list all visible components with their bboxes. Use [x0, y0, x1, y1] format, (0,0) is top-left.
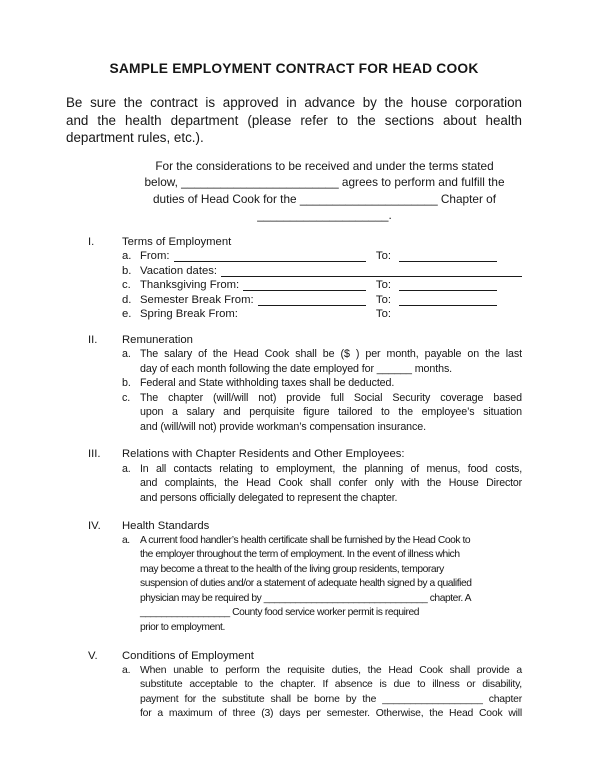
contract-item [122, 347, 522, 376]
contract-item [122, 534, 522, 636]
contract-line: suspension of duties and/or a statement of adequate health signed by a qualified [140, 578, 472, 589]
item-letter: d. [122, 293, 132, 306]
field-label: From: [140, 250, 170, 262]
form-row-spring-break [122, 307, 522, 322]
intro-line: Be sure the contract is approved in advance by the house corporation [66, 95, 522, 110]
contract-line: and complaints, the Head Cook shall confer only with the House Director [140, 477, 522, 489]
contract-line: substitute acceptable to the chapter. If absence is due to illness or disability, [140, 679, 522, 690]
to-label: To: [375, 308, 391, 320]
to-label: To: [375, 279, 391, 291]
form-row-semester-break [122, 293, 522, 308]
blank-line [174, 249, 366, 262]
intro-line: and the health department (please refer to the sections about health [66, 112, 522, 128]
contract-line: prior to employment. [140, 621, 225, 633]
section-numeral: V. [88, 650, 98, 662]
considerations-line: duties of Head Cook for the _____________________ Chapter of [152, 191, 497, 206]
spacer [242, 307, 366, 322]
blank-line [258, 293, 366, 306]
contract-line: day of each month following the date employed for ______ months. [140, 362, 453, 375]
blank-line [243, 278, 366, 291]
contract-line: When unable to perform the requisite duties, the Head Cook shall provide a [140, 664, 522, 676]
item-letter: a. [122, 462, 131, 475]
section-title: Terms of Employment [122, 235, 232, 248]
intro-paragraph [66, 94, 522, 147]
section-title: Health Standards [122, 520, 210, 532]
blank-line [399, 293, 497, 306]
section-numeral: II. [88, 333, 98, 346]
item-letter: a. [122, 348, 131, 360]
item-letter: c. [122, 391, 131, 404]
field-label: Semester Break From: [140, 293, 254, 306]
field-label: Spring Break From: [140, 308, 238, 320]
document-title: SAMPLE EMPLOYMENT CONTRACT FOR HEAD COOK [109, 61, 479, 76]
contract-item [122, 376, 522, 391]
section-numeral: I. [88, 235, 95, 248]
spacer [399, 307, 497, 322]
contract-item [122, 462, 522, 506]
intro-line: department rules, etc.). [66, 130, 204, 145]
to-label: To: [375, 250, 391, 262]
section-title: Relations with Chapter Residents and Other Employees: [122, 448, 405, 460]
item-letter: e. [122, 308, 132, 320]
blank-line [221, 264, 522, 277]
contract-line: the employer throughout the term of employment. In the event of illness which [140, 549, 460, 560]
contract-line: _________________ County food service worker permit is required [140, 607, 420, 618]
form-row-from [122, 249, 522, 264]
considerations-paragraph [127, 158, 522, 224]
considerations-line: below, ________________________ agrees to perform and fulfill the [144, 175, 505, 189]
to-label: To: [375, 293, 391, 306]
considerations-line: For the considerations to be received and under the terms stated [155, 158, 494, 173]
contract-line: for a maximum of three (3) days per semester. Otherwise, the Head Cook will [140, 708, 522, 719]
considerations-line: ____________________. [257, 208, 392, 222]
contract-item [122, 664, 522, 722]
contract-line: The salary of the Head Cook shall be ($ ) per month, payable on the last [140, 348, 522, 360]
item-letter: b. [122, 264, 132, 277]
contract-line: In all contacts relating to employment, the planning of menus, food costs, [140, 462, 522, 475]
item-letter: a. [122, 250, 132, 262]
item-letter: c. [122, 279, 131, 291]
section-numeral: IV. [88, 520, 101, 532]
item-letter: a. [122, 664, 131, 676]
section-remuneration [88, 333, 522, 435]
section-terms-of-employment [88, 235, 522, 322]
contract-line: and (will/will not) provide workman’s compensation insurance. [140, 420, 426, 433]
section-numeral: III. [88, 448, 101, 460]
field-label: Vacation dates: [140, 264, 218, 277]
blank-line [399, 249, 497, 262]
item-letter: b. [122, 377, 131, 389]
form-row-thanksgiving [122, 278, 522, 293]
contract-line: A current food handler’s health certificate shall be furnished by the Head Cook to [140, 534, 471, 546]
contract-line: physician may be required by _______________________________ chapter. A [140, 592, 472, 604]
contract-line: The chapter (will/will not) provide full Social Security coverage based [140, 391, 522, 404]
contract-line: Federal and State withholding taxes shall be deducted. [140, 377, 395, 389]
item-letter: a. [122, 534, 130, 546]
blank-line [399, 278, 497, 291]
field-label: Thanksgiving From: [140, 279, 240, 291]
contract-line: payment for the substitute shall be borne by the __________________ chapter [140, 693, 522, 705]
section-title: Remuneration [122, 333, 193, 346]
contract-line: and persons officially delegated to represent the chapter. [140, 491, 398, 504]
section-relations [88, 447, 522, 505]
form-row-vacation-dates [122, 264, 522, 279]
section-title: Conditions of Employment [122, 650, 254, 662]
contract-line: upon a salary and perquisite figure tailored to the employee’s situation [140, 406, 522, 418]
contract-item [122, 391, 522, 435]
section-health-standards [88, 519, 522, 635]
section-conditions-of-employment [88, 649, 522, 722]
contract-line: may become a threat to the health of the living group residents, temporary [140, 563, 444, 575]
